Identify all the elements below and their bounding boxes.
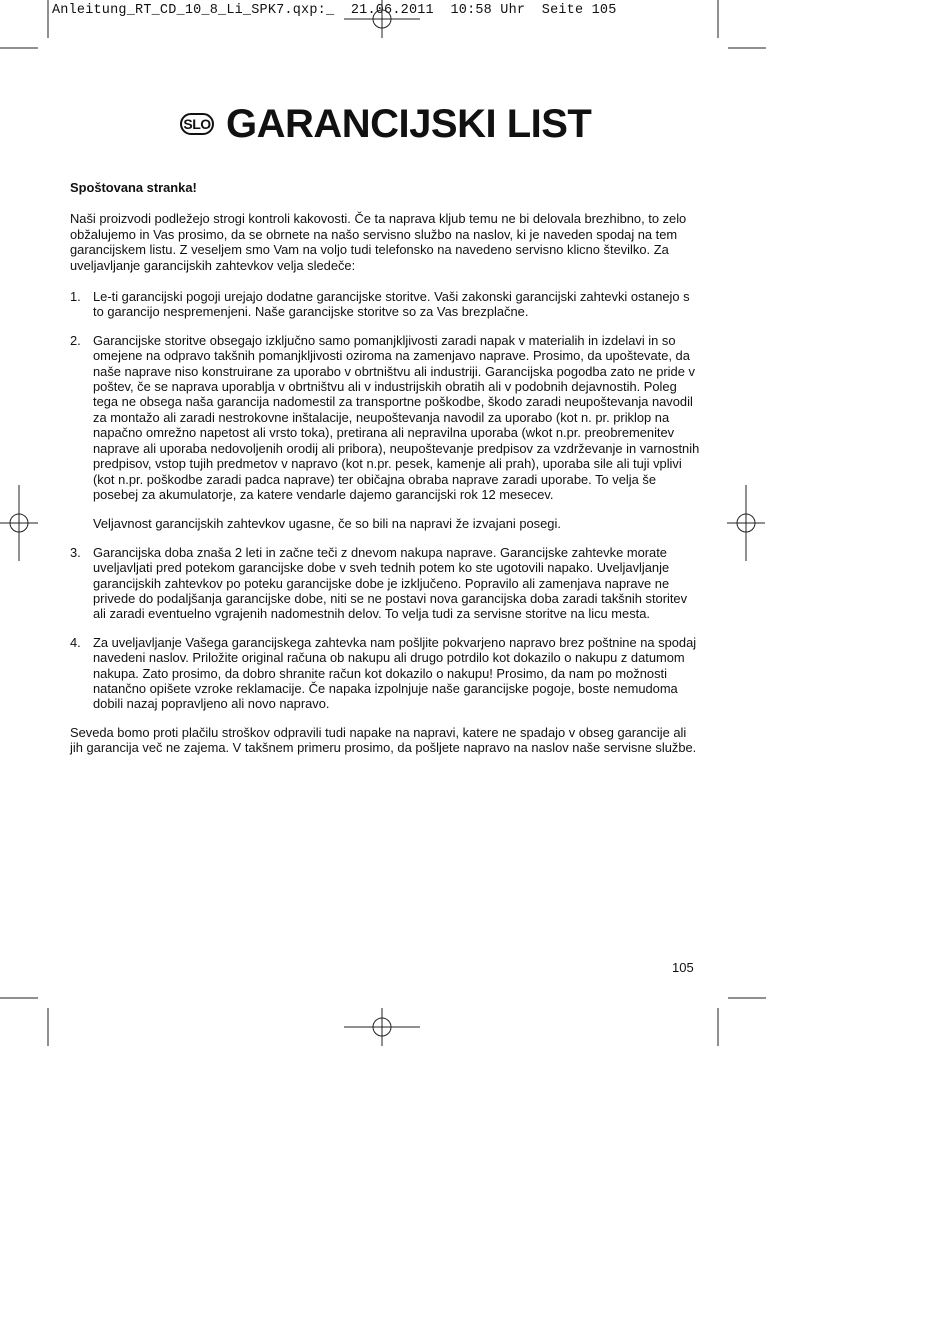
list-item-text: Za uveljavljanje Vašega garancijskega zahtevka nam pošljite pokvarjeno napravo brez poštnine na spodaj navedeni naslov. Priložite original računa ob nakupu ali drugo potrdilo kot dokazilo o nakupu z datumom nakupa. Zato prosimo, da dobro shranite račun kot dokazilo o nakupu! Prosimo, da nam po možnosti natančno opišete vzroke reklamacije. Če napaka izpolnjuje naše garancijske pogoje, boste nemudoma dobili nazaj popravljeno ali novo napravo. — [93, 634, 697, 712]
list-item-text: Garancijske storitve obsegajo izključno samo pomanjkljivosti zaradi napak v materialih in izdelavi in so omejene na odpravo takšnih pomanjkljivosti oziroma na zamenjavo naprave. Prosimo, da upoštevate, da naše naprave niso konstruirane za uporabo v obrtništvu ali industriji. Garancijska pogodba zato ne pride v poštev, če se naprava uporablja v obrtništvu ali v industrijskih obratih ali v podobnih dejavnostih. Poleg tega ne obsega naša garancija nadomestil za transportne poškodbe, škodo zaradi neupoštevanja navodil za montažo ali zaradi nestrokovne inštalacije, neupoštevanja navodil za uporabo (kot n. pr. priklop na napačno omrežno napetost ali vrsto toka), pretirana ali nepravilna uporaba (wkot n.pr. preobremenitev naprave ali uporaba nedovoljenih orodij ali pribora), neupoštevanje predpisov za vzdrževanje in varnostnih predpisov, vstop tujih predmetov v napravo (kot n.pr. pesek, kamenje ali prah), uporaba sile ali tuji vplivi (kot n.pr. poškodbe zaradi padca naprave) ter običajna obraba naprave zaradi uporabe. To velja še posebej za akumulatorje, za katere vendarle dajemo garancijski rok 12 mesecev. — [93, 332, 700, 502]
list-item-number: 2. — [70, 332, 81, 348]
print-slug-line: Anleitung_RT_CD_10_8_Li_SPK7.qxp:_ 21.06.2011 10:58 Uhr Seite 105 — [52, 3, 617, 18]
list-item-text: Garancijska doba znaša 2 leti in začne teči z dnevom nakupa naprave. Garancijske zahtevke morate uveljavljati pred potekom garancijske dobe v sveh tednih potem ko ste ugotovili napako. Uveljavljanje garancijskih zahtevkov po poteku garancijske dobe je izključeno. Popravilo ali zamenjava naprave ne privede do podaljšanja garancijske dobe, niti se ne postavi nova garancijska doba zaradi takšnih storitev ali zaradi eventuelno vgrajenih nadomestnih delov. To velja tudi za servisne storitve na licu mesta. — [93, 544, 688, 622]
list-item-number: 4. — [70, 634, 81, 650]
intro-paragraph: Naši proizvodi podležejo strogi kontroli kakovosti. Če ta naprava kljub temu ne bi delovala brezhibno, to zelo obžalujemo in Vas prosimo, da se obrnete na našo servisno službo na naslov, ki je naveden spodaj na tem garancijskem listu. Z veseljem smo Vam na voljo tudi telefonsko na navedeno servisno klicno številko. Za uveljavljanje garancijskih zahtevkov velja sledeče: — [70, 211, 687, 273]
list-item-number: 1. — [70, 289, 81, 305]
list-item-text: Veljavnost garancijskih zahtevkov ugasne, če so bili na napravi že izvajani posegi. — [93, 516, 561, 532]
list-item — [70, 289, 700, 320]
closing-paragraph: Seveda bomo proti plačilu stroškov odpravili tudi napake na napravi, katere ne spadajo v obseg garancije ali jih garancija več ne zajema. V takšnem primeru prosimo, da pošljete napravo na naslov naše servisne službe. — [70, 724, 697, 756]
registration-mark-bottom — [344, 1008, 420, 1046]
warranty-text — [70, 180, 700, 772]
list-item — [70, 545, 700, 622]
registration-mark-left — [0, 485, 38, 561]
language-badge: SLO — [180, 113, 214, 135]
page-header — [180, 98, 591, 150]
list-item-number: 3. — [70, 544, 81, 560]
page-title: GARANCIJSKI LIST — [226, 101, 592, 146]
greeting: Spoštovana stranka! — [70, 180, 197, 195]
list-item — [70, 635, 700, 712]
page-number: 105 — [672, 960, 694, 975]
list-item — [70, 333, 700, 532]
registration-mark-right — [727, 485, 765, 561]
registration-mark-top — [344, 0, 420, 38]
list-item-text: Le-ti garancijski pogoji urejajo dodatne garancijske storitve. Vaši zakonski garancijski zahtevki ostanejo s to garancijo nespremenjeni. Naše garancijske storitve so za Vas brezplačne. — [93, 289, 690, 320]
